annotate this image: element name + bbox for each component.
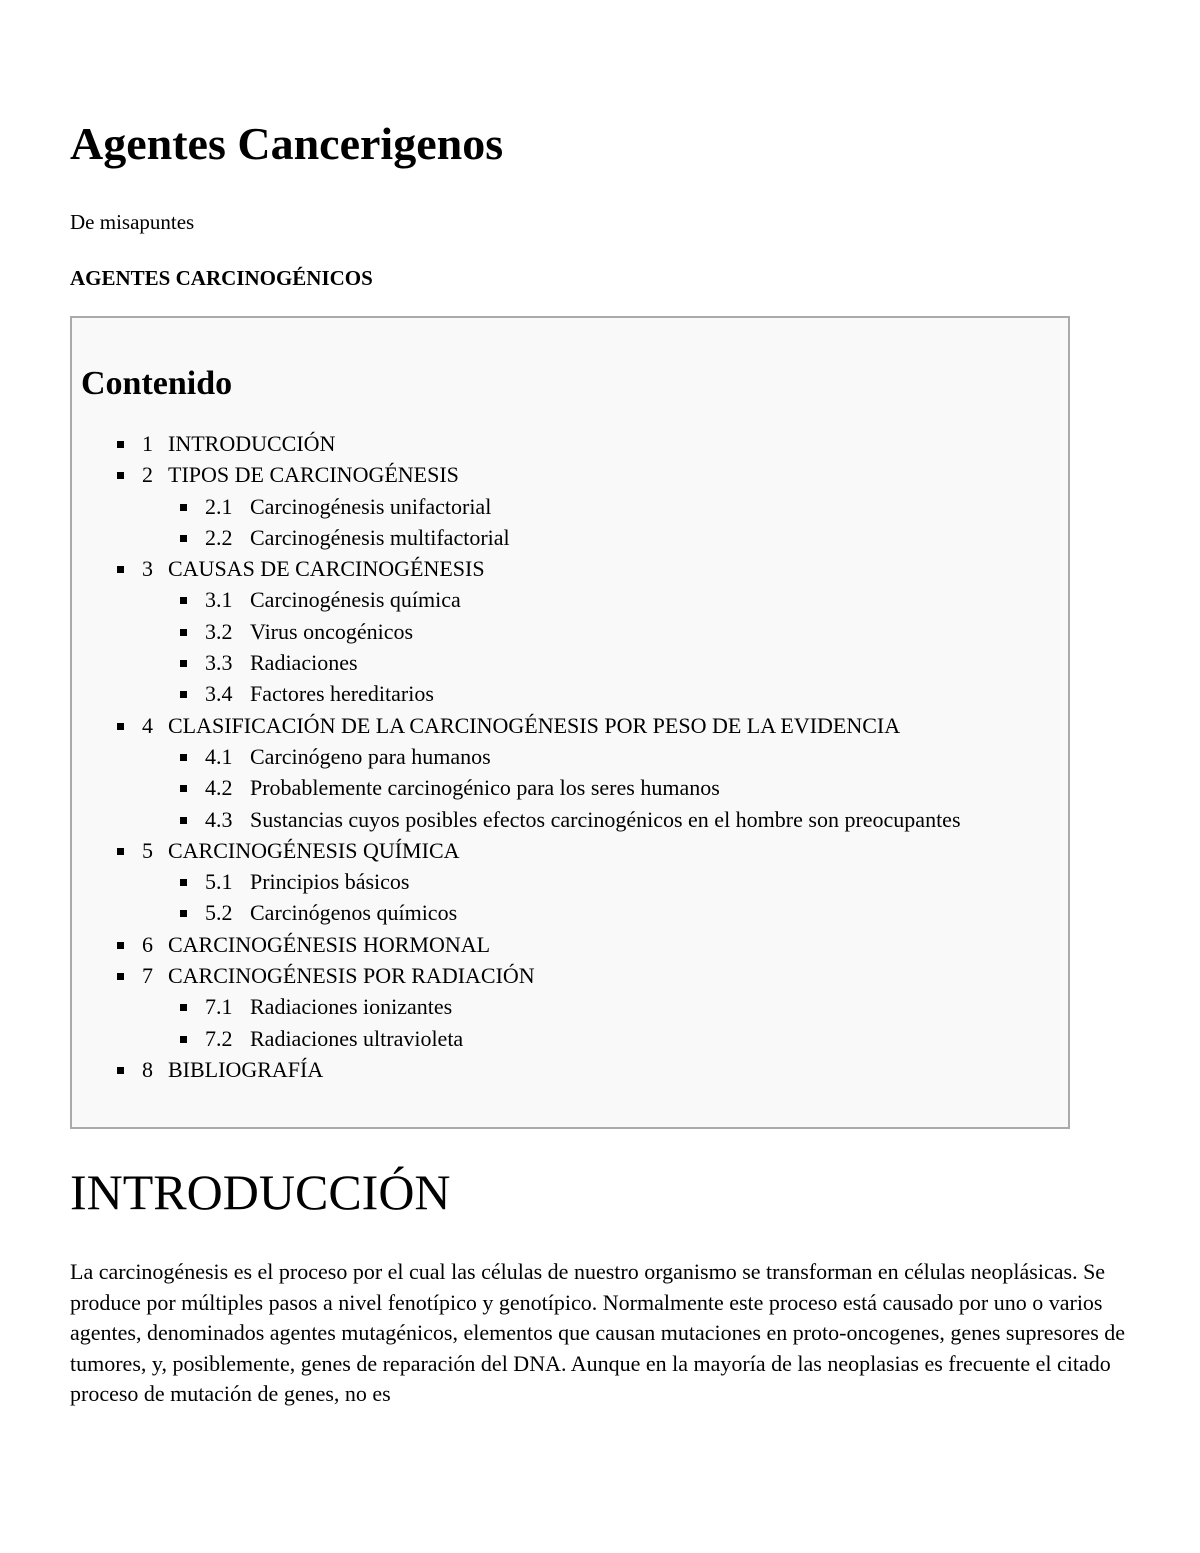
bullet-icon [117, 723, 124, 730]
toc-item-number: 2 [142, 462, 153, 488]
bullet-icon [117, 441, 124, 448]
bullet-icon [180, 754, 187, 761]
toc-item-3-3[interactable] [81, 647, 1068, 678]
toc-item-number: 8 [142, 1056, 153, 1082]
toc-item-link[interactable]: INTRODUCCIÓN [168, 431, 336, 456]
toc-item-number: 5 [142, 837, 153, 863]
bullet-icon [180, 660, 187, 667]
toc-item-link[interactable]: Carcinogénesis unifactorial [250, 493, 492, 519]
toc-item-7[interactable] [81, 960, 1068, 991]
toc-item-link[interactable]: TIPOS DE CARCINOGÉNESIS [168, 462, 459, 488]
toc-item-link[interactable]: Carcinogénesis química [250, 587, 461, 613]
toc-item-7-1[interactable] [81, 991, 1068, 1022]
toc-item-number: 2.1 [205, 493, 233, 519]
toc-list [81, 428, 1068, 1085]
toc-item-5[interactable] [81, 835, 1068, 866]
toc-item-link[interactable]: Probablemente carcinogénico para los seres humanos [250, 775, 720, 801]
toc-item-link[interactable]: Carcinógeno para humanos [250, 743, 491, 769]
bullet-icon [180, 504, 187, 511]
toc-item-2-2[interactable] [81, 522, 1068, 553]
toc-item-number: 3.1 [205, 587, 233, 613]
toc-item-4-2[interactable] [81, 772, 1068, 803]
toc-item-link[interactable]: Radiaciones ionizantes [250, 994, 453, 1020]
toc-item-number: 7.2 [205, 1025, 233, 1051]
toc-item-link[interactable]: CARCINOGÉNESIS POR RADIACIÓN [168, 963, 535, 989]
bullet-icon [117, 1067, 124, 1074]
toc-item-link[interactable]: CLASIFICACIÓN DE LA CARCINOGÉNESIS POR PESO DE LA EVIDENCIA [168, 712, 901, 738]
section-heading-introduccion: INTRODUCCIÓN [70, 1164, 451, 1220]
toc-item-1[interactable] [81, 428, 1068, 459]
toc-item-link[interactable]: Principios básicos [250, 869, 410, 895]
toc-item-number: 3.2 [205, 618, 233, 644]
toc-item-number: 6 [142, 931, 153, 957]
toc-item-2[interactable] [81, 459, 1068, 490]
toc-item-link[interactable]: Carcinogénesis multifactorial [250, 524, 510, 550]
toc-item-5-1[interactable] [81, 866, 1068, 897]
toc-item-link[interactable]: Radiaciones [250, 650, 358, 676]
toc-item-number: 3.3 [205, 650, 233, 676]
toc-title: Contenido [81, 365, 233, 402]
toc-item-number: 5.2 [205, 900, 233, 926]
toc-item-link[interactable]: BIBLIOGRAFÍA [168, 1056, 324, 1082]
toc-item-2-1[interactable] [81, 491, 1068, 522]
toc-item-number: 7.1 [205, 994, 233, 1020]
toc-item-link[interactable]: CARCINOGÉNESIS QUÍMICA [168, 837, 460, 863]
toc-item-3-1[interactable] [81, 584, 1068, 615]
toc-item-6[interactable] [81, 929, 1068, 960]
toc-item-3-4[interactable] [81, 678, 1068, 709]
toc-item-number: 2.2 [205, 524, 233, 550]
toc-item-4-3[interactable] [81, 804, 1068, 835]
table-of-contents [70, 316, 1070, 1129]
toc-item-number: 4.1 [205, 743, 233, 769]
toc-item-5-2[interactable] [81, 897, 1068, 928]
bullet-icon [180, 535, 187, 542]
toc-item-number: 3.4 [205, 681, 233, 707]
bullet-icon [180, 910, 187, 917]
bullet-icon [180, 785, 187, 792]
toc-item-link[interactable]: CAUSAS DE CARCINOGÉNESIS [168, 556, 485, 582]
toc-item-link[interactable]: CARCINOGÉNESIS HORMONAL [168, 931, 491, 957]
toc-item-number: 1 [142, 431, 153, 456]
toc-item-8[interactable] [81, 1054, 1068, 1085]
site-subtitle: De misapuntes [70, 210, 195, 234]
toc-item-number: 3 [142, 556, 153, 582]
bullet-icon [180, 629, 187, 636]
toc-item-number: 4.3 [205, 806, 233, 832]
bullet-icon [180, 1036, 187, 1043]
bullet-icon [117, 848, 124, 855]
toc-item-number: 7 [142, 963, 153, 989]
bullet-icon [180, 1004, 187, 1011]
bullet-icon [180, 817, 187, 824]
toc-item-3[interactable] [81, 553, 1068, 584]
bullet-icon [117, 942, 124, 949]
toc-item-number: 4.2 [205, 775, 233, 801]
intro-label: AGENTES CARCINOGÉNICOS [70, 266, 373, 290]
toc-item-number: 5.1 [205, 869, 233, 895]
page-title: Agentes Cancerigenos [70, 118, 504, 169]
toc-item-7-2[interactable] [81, 1023, 1068, 1054]
toc-item-number: 4 [142, 712, 153, 738]
bullet-icon [180, 879, 187, 886]
toc-item-link[interactable]: Radiaciones ultravioleta [250, 1025, 464, 1051]
toc-item-link[interactable]: Sustancias cuyos posibles efectos carcinogénicos en el hombre son preocupantes [250, 806, 961, 832]
toc-item-3-2[interactable] [81, 616, 1068, 647]
bullet-icon [117, 566, 124, 573]
bullet-icon [180, 597, 187, 604]
toc-item-link[interactable]: Virus oncogénicos [250, 618, 414, 644]
introduction-paragraph: La carcinogénesis es el proceso por el cual las células de nuestro organismo se transforman en células neoplásicas. Se produce por múltiples pasos a nivel fenotípico y genotípico. Normalmente este proceso está causado por uno o varios agentes, denominados agentes mutagénicos, elementos que causan mutaciones en proto-oncogenes, genes supresores de tumores, y, posiblemente, genes de reparación del DNA. Aunque en la mayoría de las neoplasias es frecuente el citado proceso de mutación de genes, no es [70, 1259, 1126, 1406]
bullet-icon [117, 472, 124, 479]
toc-item-4[interactable] [81, 710, 1068, 741]
bullet-icon [117, 973, 124, 980]
toc-item-link[interactable]: Factores hereditarios [250, 681, 434, 707]
toc-item-link[interactable]: Carcinógenos químicos [250, 900, 458, 926]
bullet-icon [180, 691, 187, 698]
toc-item-4-1[interactable] [81, 741, 1068, 772]
